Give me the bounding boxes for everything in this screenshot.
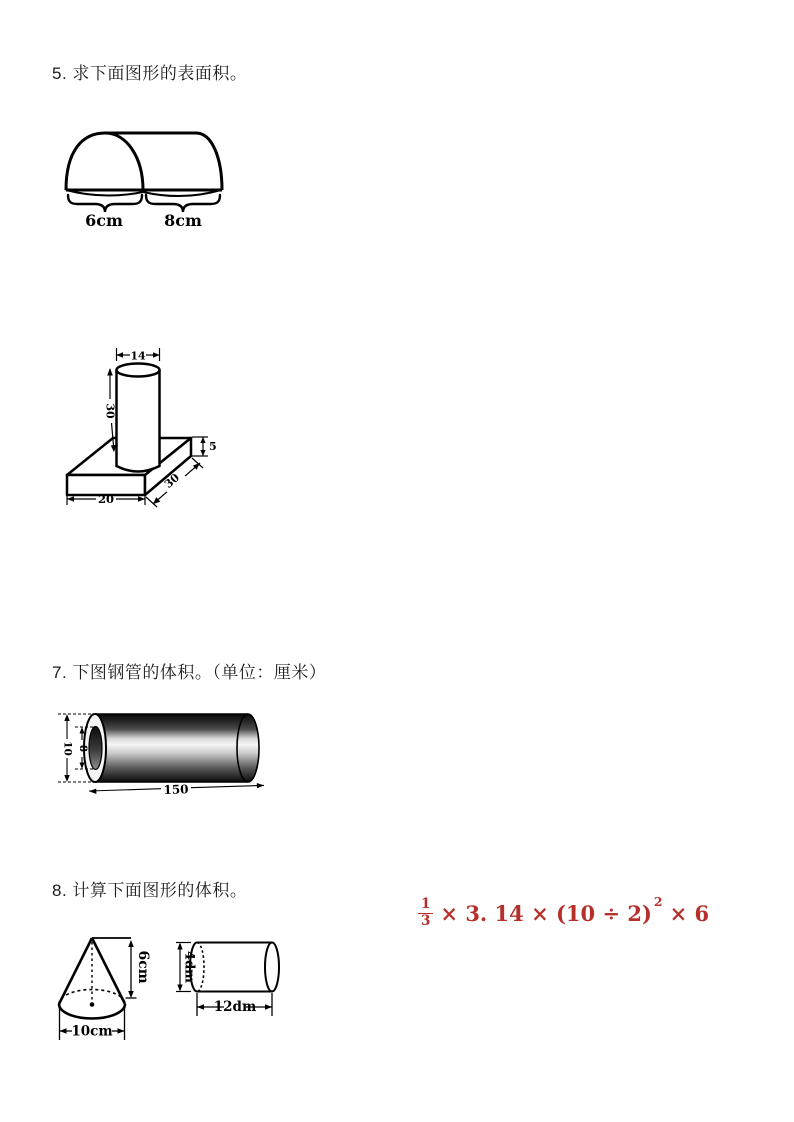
arrowhead bbox=[177, 985, 182, 992]
dim-label-length: 8cm bbox=[164, 211, 202, 230]
arrowhead bbox=[153, 352, 160, 357]
dim-label-cylinder-diameter: 4dm bbox=[181, 951, 197, 983]
formula-exponent: 2 bbox=[653, 894, 663, 909]
tunnel-top-edge bbox=[105, 133, 222, 190]
dim-line bbox=[191, 785, 264, 787]
dim-label-diameter: 6cm bbox=[85, 211, 123, 230]
arrowhead bbox=[197, 1004, 204, 1010]
dim-label-14: 14 bbox=[130, 349, 146, 363]
dim-label-5: 5 bbox=[209, 440, 217, 453]
arrowhead bbox=[128, 991, 134, 998]
dim-label-cone-height: 6cm bbox=[135, 950, 151, 984]
arrowhead bbox=[265, 1004, 272, 1010]
arrowhead bbox=[118, 1028, 125, 1034]
question-5-heading: 5. 求下面图形的表面积。 bbox=[52, 64, 248, 83]
arrowhead bbox=[257, 783, 264, 788]
cylinder-left-dashed-arc bbox=[197, 943, 204, 992]
brace-8cm bbox=[146, 195, 220, 212]
arrowhead bbox=[67, 496, 74, 502]
dim-label-depth-30: 30 bbox=[161, 471, 183, 491]
fraction-numerator: 1 bbox=[421, 896, 431, 912]
half-cylinder-figure bbox=[55, 118, 240, 236]
tunnel-front-dome bbox=[66, 133, 143, 190]
volume-formula bbox=[418, 894, 710, 929]
steel-pipe-figure bbox=[55, 702, 305, 802]
arrowhead bbox=[107, 368, 113, 376]
cone-right-side bbox=[92, 938, 125, 1004]
formula-tail: × 6 bbox=[669, 900, 710, 926]
cone-left-side bbox=[59, 938, 92, 1004]
arrowhead bbox=[128, 940, 134, 947]
dim-label-height-30: 30 bbox=[103, 403, 117, 419]
dim-label-outer-10: 10 bbox=[61, 741, 74, 756]
cone-and-cylinder-figure bbox=[45, 928, 295, 1046]
formula-body: × 3. 14 × (10 ÷ 2) bbox=[440, 900, 652, 926]
arrowhead bbox=[177, 943, 182, 950]
question-7-heading: 7. 下图钢管的体积。（单位：厘米） bbox=[52, 663, 327, 682]
brace-6cm bbox=[68, 195, 142, 212]
dim-label-cone-diameter: 10cm bbox=[71, 1023, 113, 1040]
cylinder-top-ellipse bbox=[117, 364, 160, 377]
pipe-hole bbox=[89, 727, 102, 770]
arrowhead bbox=[200, 437, 205, 443]
cylinder-right-cap bbox=[265, 943, 279, 992]
arrowhead bbox=[80, 727, 85, 734]
pipe-body bbox=[95, 714, 248, 782]
dim-label-20: 20 bbox=[97, 492, 115, 506]
dim-line bbox=[89, 789, 161, 791]
arrowhead bbox=[80, 763, 85, 770]
arrowhead bbox=[138, 496, 145, 502]
cylinder-body bbox=[117, 370, 160, 472]
pipe-right-cap bbox=[237, 714, 259, 782]
fraction-denominator: 3 bbox=[418, 913, 433, 930]
pedestal-figure bbox=[58, 342, 223, 510]
dim-label-150: 150 bbox=[163, 782, 189, 798]
arrowhead bbox=[64, 714, 69, 721]
dim-label-cylinder-length: 12dm bbox=[213, 999, 257, 1015]
cone-base-center-dot bbox=[90, 1002, 95, 1007]
arrowhead bbox=[60, 1028, 67, 1034]
arrowhead bbox=[200, 450, 205, 456]
dim-label-inner-8: 8 bbox=[77, 745, 88, 752]
arrowhead bbox=[64, 775, 69, 782]
question-8-heading: 8. 计算下面图形的体积。 bbox=[52, 881, 248, 900]
fraction-one-third bbox=[418, 897, 433, 929]
arrowhead bbox=[89, 789, 96, 794]
arrowhead bbox=[117, 352, 124, 357]
